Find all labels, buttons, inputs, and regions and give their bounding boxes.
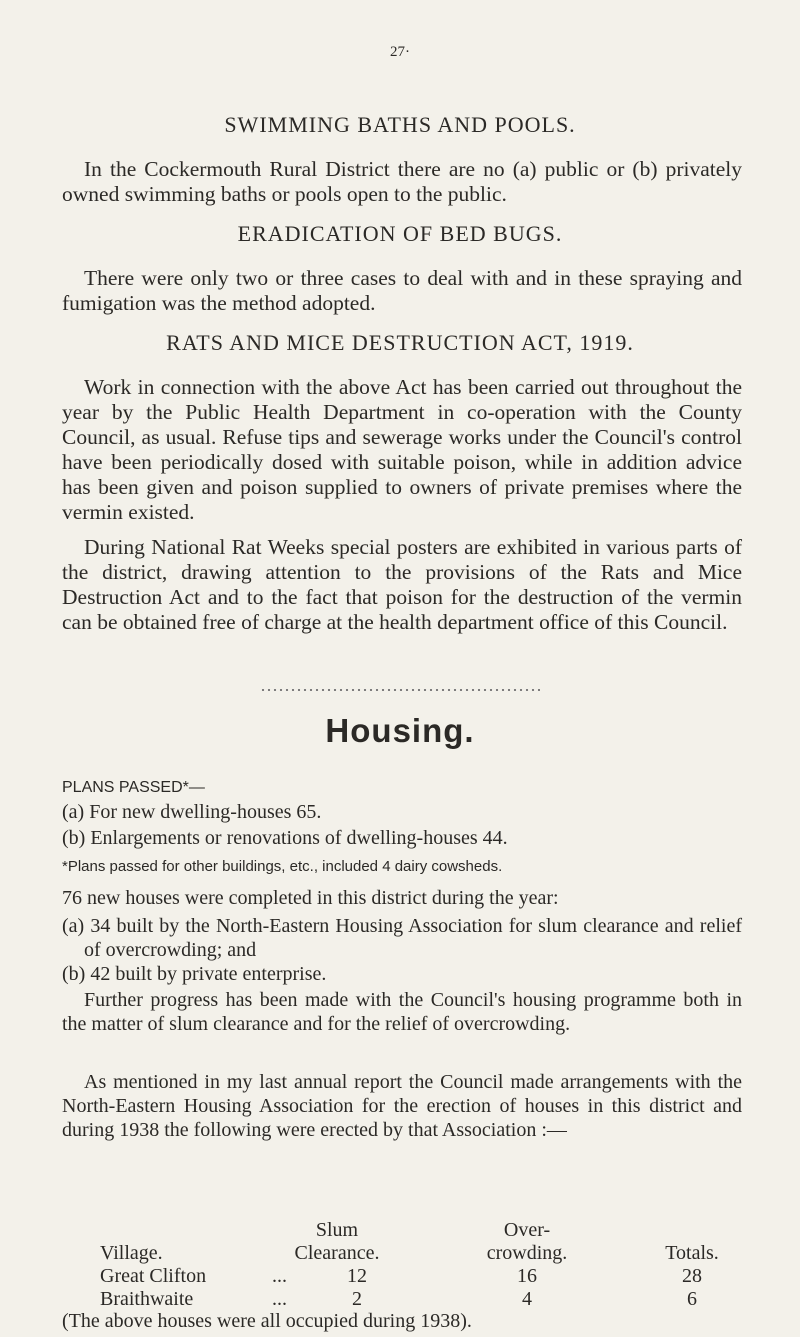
header-clearance: Clearance. (294, 1242, 380, 1264)
row-over: 4 (522, 1288, 532, 1310)
swimming-heading: SWIMMING BATHS AND POOLS. (224, 112, 576, 137)
dot-leader: ... (272, 1265, 287, 1287)
completed-item-b: (b) 42 built by private enterprise. (62, 963, 327, 985)
swimming-text: In the Cockermouth Rural District there are no (a) public or (b) privately owned swimming baths or pools open to the public. (62, 157, 742, 206)
bed-bugs-heading: ERADICATION OF BED BUGS. (237, 221, 563, 246)
housing-heading: Housing. (325, 712, 475, 749)
row-village: Braithwaite (100, 1288, 194, 1310)
header-crowding: crowding. (486, 1242, 568, 1264)
rats-heading: RATS AND MICE DESTRUCTION ACT, 1919. (166, 330, 634, 355)
rats-paragraph-1: Work in connection with the above Act has been carried out throughout the year by the Public Health Department in co-operation with the County Council, as usual. Refuse tips and sewerage works under the Council's control have been periodically dosed with suitable poison, while in addition advice has been given and poison supplied to owners of private premises where the vermin existed. (62, 375, 742, 524)
dot-leader: ... (272, 1288, 287, 1310)
completed-intro: 76 new houses were completed in this district during the year: (62, 887, 559, 909)
bed-bugs-text: There were only two or three cases to deal with and in these spraying and fumigation was the method adopted. (62, 266, 742, 315)
page-number: 27· (390, 44, 410, 60)
table-header-top (62, 1219, 752, 1242)
completed-item-a: (a) 34 built by the North-Eastern Housing Association for slum clearance and relief of overcrowding; and (62, 915, 742, 961)
plans-heading: PLANS PASSED*— (62, 779, 205, 796)
plans-item-b: (b) Enlargements or renovations of dwelling-houses 44. (62, 827, 508, 849)
row-slum: 12 (347, 1265, 367, 1287)
row-total: 28 (682, 1265, 702, 1287)
dotted-divider (260, 689, 540, 691)
rats-paragraph-2: During National Rat Weeks special posters are exhibited in various parts of the district, drawing attention to the provisions of the Rats and Mice Destruction Act and to the fact that poison for the destruction of the vermin can be obtained free of charge at the health department office of this Council. (62, 535, 742, 634)
table-row (62, 1288, 752, 1311)
row-total: 6 (687, 1288, 697, 1310)
row-slum: 2 (352, 1288, 362, 1310)
row-village: Great Clifton (100, 1265, 207, 1287)
table-header-bottom (62, 1242, 752, 1265)
occupancy-note: (The above houses were all occupied during 1938). (62, 1310, 472, 1332)
mentioned-paragraph: As mentioned in my last annual report the Council made arrangements with the North-Eastern Housing Association for the erection of houses in this district and during 1938 the following were erected by that Association :— (62, 1071, 742, 1141)
plans-footnote: *Plans passed for other buildings, etc., included 4 dairy cowsheds. (62, 858, 503, 875)
header-over: Over- (503, 1219, 551, 1241)
plans-item-a: (a) For new dwelling-houses 65. (62, 801, 322, 823)
row-over: 16 (517, 1265, 537, 1287)
housing-table (62, 1219, 752, 1311)
progress-paragraph: Further progress has been made with the Council's housing programme both in the matter of slum clearance and for the relief of overcrowding. (62, 989, 742, 1035)
header-village: Village. (100, 1242, 163, 1264)
header-totals: Totals. (665, 1242, 719, 1264)
header-slum: Slum (315, 1219, 359, 1241)
table-row (62, 1265, 752, 1288)
